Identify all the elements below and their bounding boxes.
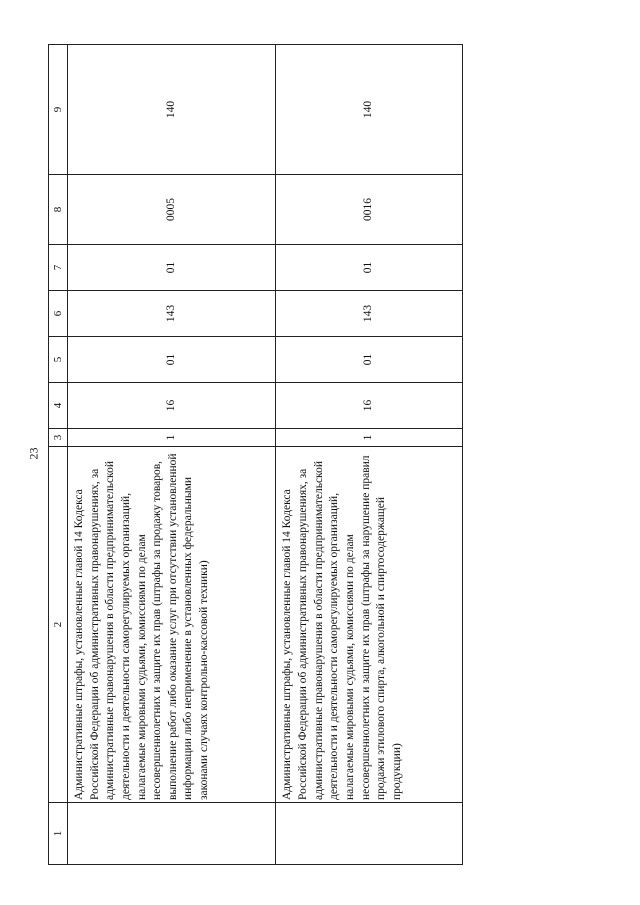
header-cell: 3 — [49, 429, 68, 447]
cell-col4: 16 — [276, 383, 463, 429]
budget-classification-table — [48, 44, 463, 865]
cell-col3: 1 — [68, 429, 276, 447]
cell-description: Административные штрафы, установленные главой 14 Кодекса Российской Федерации об административных правонарушениях, за административные правонарушения в области предпринимательской деятельности и деятельности саморегулируемых организаций, налагаемые мировыми судьями, комиссиями по делам несовершеннолетних и защите их прав (штрафы за продажу товаров, выполнение работ либо оказание услуг при отсутствии установленной информации либо неприменение в установленных федеральными законами случаях контрольно-кассовой техники) — [68, 447, 276, 803]
cell-col9: 140 — [68, 45, 276, 175]
cell-col8: 0016 — [276, 175, 463, 245]
header-cell: 6 — [49, 291, 68, 337]
header-cell: 9 — [49, 45, 68, 175]
rotated-table-container — [48, 45, 463, 865]
cell-col6: 143 — [276, 291, 463, 337]
header-cell: 2 — [49, 447, 68, 803]
header-cell: 5 — [49, 337, 68, 383]
cell-col7: 01 — [276, 245, 463, 291]
table-row — [276, 45, 463, 865]
header-cell: 4 — [49, 383, 68, 429]
cell-col7: 01 — [68, 245, 276, 291]
cell-col6: 143 — [68, 291, 276, 337]
cell-col8: 0005 — [68, 175, 276, 245]
cell-col3: 1 — [276, 429, 463, 447]
cell-col4: 16 — [68, 383, 276, 429]
table-header-row — [49, 45, 68, 865]
cell-col1 — [68, 803, 276, 865]
table-row — [68, 45, 276, 865]
cell-col9: 140 — [276, 45, 463, 175]
cell-col5: 01 — [276, 337, 463, 383]
cell-description: Административные штрафы, установленные главой 14 Кодекса Российской Федерации об административных правонарушениях, за административные правонарушения в области предпринимательской деятельности и деятельности саморегулируемых организаций, налагаемые мировыми судьями, комиссиями по делам несовершеннолетних и защите их прав (штрафы за нарушение правил продажи этилового спирта, алкогольной и спиртосодержащей продукции) — [276, 447, 463, 803]
header-cell: 8 — [49, 175, 68, 245]
page-number: 23 — [26, 447, 41, 460]
header-cell: 7 — [49, 245, 68, 291]
cell-col1 — [276, 803, 463, 865]
header-cell: 1 — [49, 803, 68, 865]
cell-col5: 01 — [68, 337, 276, 383]
